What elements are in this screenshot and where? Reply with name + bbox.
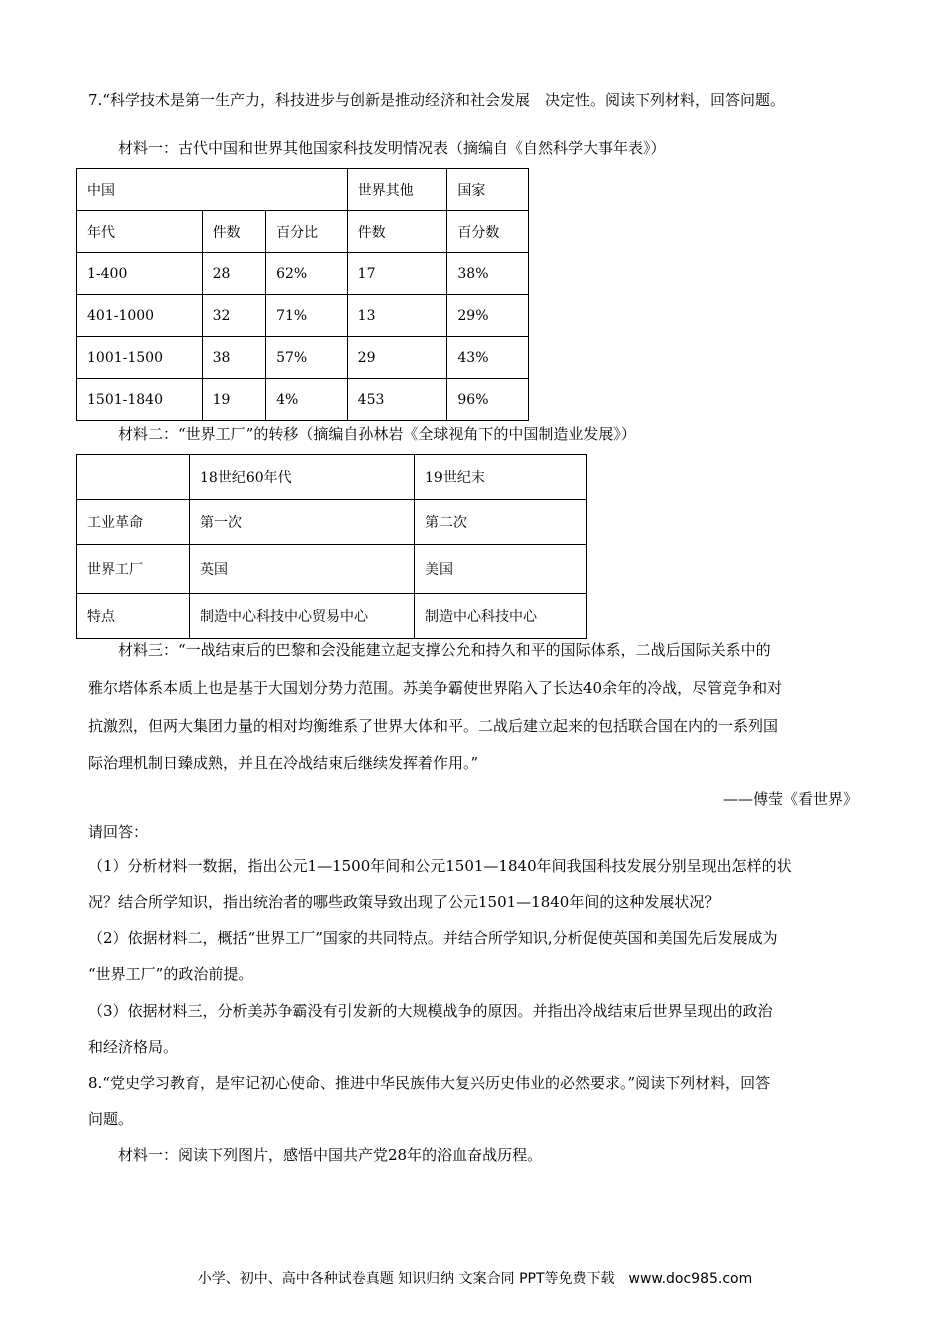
q7-material1-title: 材料一：古代中国和世界其他国家科技发明情况表（摘编自《自然科学大事年表》） — [118, 139, 666, 157]
table-header-cell: 18世纪60年代 — [190, 455, 415, 500]
table-cell: 19 — [202, 379, 265, 421]
table-cell: 38 — [202, 337, 265, 379]
table-cell: 第一次 — [190, 500, 415, 545]
table-cell: 美国 — [415, 545, 587, 594]
q7-question-line: “世界工厂”的政治前提。 — [88, 965, 254, 983]
table-cell: 13 — [347, 295, 447, 337]
table-cell: 英国 — [190, 545, 415, 594]
table-cell: 62% — [266, 253, 348, 295]
table-cell: 29% — [447, 295, 529, 337]
table-header-cell: 世界其他 — [347, 169, 447, 211]
table-cell: 第二次 — [415, 500, 587, 545]
table-header-cell: 百分比 — [266, 211, 348, 253]
q7-stem: 7.“科学技术是第一生产力，科技进步与创新是推动经济和社会发展 决定性。阅读下列材料，回答问题。 — [88, 91, 785, 109]
q8-stem-line: 问题。 — [88, 1110, 134, 1128]
table-cell: 43% — [447, 337, 529, 379]
q7-question-line: （1）分析材料一数据，指出公元1—1500年间和公元1501—1840年间我国科技发展分别呈现出怎样的状 — [88, 857, 792, 875]
table-cell: 制造中心科技中心 — [415, 594, 587, 639]
q7-question-line: （3）依据材料三，分析美苏争霸没有引发新的大规模战争的原因。并指出冷战结束后世界呈现出的政治 — [88, 1002, 773, 1020]
table-cell: 17 — [347, 253, 447, 295]
table-cell: 71% — [266, 295, 348, 337]
table-cell: 38% — [447, 253, 529, 295]
table-header-cell: 19世纪末 — [415, 455, 587, 500]
page-footer: 小学、初中、高中各种试卷真题 知识归纳 文案合同 PPT等免费下载 www.doc985.com — [197, 1271, 753, 1287]
q7-material3-line: 雅尔塔体系本质上也是基于大国划分势力范围。苏美争霸使世界陷入了长达40余年的冷战，尽管竞争和对 — [88, 679, 783, 697]
q7-ask-label: 请回答： — [88, 823, 149, 841]
q7-question-line: 况？结合所学知识，指出统治者的哪些政策导致出现了公元1501—1840年间的这种发展状况？ — [88, 893, 720, 911]
q8-stem-line: 8.“党史学习教育，是牢记初心使命、推进中华民族伟大复兴历史伟业的必然要求。”阅读下列材料，回答 — [88, 1074, 771, 1092]
table-header-cell — [77, 455, 190, 500]
table-header-cell: 国家 — [447, 169, 529, 211]
table-row — [77, 594, 587, 639]
table-row — [77, 379, 529, 421]
table-row — [77, 337, 529, 379]
q7-material3-line: 抗激烈，但两大集团力量的相对均衡维系了世界大体和平。二战后建立起来的包括联合国在内的一系列国 — [88, 717, 779, 735]
table-header-row — [77, 455, 587, 500]
table-cell: 29 — [347, 337, 447, 379]
tech-invention-table — [76, 168, 529, 421]
table-cell: 401-1000 — [77, 295, 203, 337]
table-cell: 57% — [266, 337, 348, 379]
table-cell: 28 — [202, 253, 265, 295]
world-factory-table — [76, 454, 587, 639]
table-row — [77, 295, 529, 337]
table-cell: 工业革命 — [77, 500, 190, 545]
q7-material3-source: ——傅莹《看世界》 — [722, 790, 858, 808]
q8-material1: 材料一：阅读下列图片，感悟中国共产党28年的浴血奋战历程。 — [118, 1146, 543, 1164]
table-cell: 4% — [266, 379, 348, 421]
table-cell: 96% — [447, 379, 529, 421]
q7-question-line: （2）依据材料二，概括“世界工厂”国家的共同特点。并结合所学知识,分析促使英国和美国先后发展成为 — [88, 929, 778, 947]
table-header-row — [77, 169, 529, 211]
table-header-cell: 件数 — [202, 211, 265, 253]
table-cell: 32 — [202, 295, 265, 337]
table-cell: 制造中心科技中心贸易中心 — [190, 594, 415, 639]
table-row — [77, 253, 529, 295]
table-header-cell: 件数 — [347, 211, 447, 253]
table-cell: 1501-1840 — [77, 379, 203, 421]
table-header-row — [77, 211, 529, 253]
table-cell: 1-400 — [77, 253, 203, 295]
table-header-cell: 中国 — [77, 169, 348, 211]
table-cell: 1001-1500 — [77, 337, 203, 379]
table-row — [77, 545, 587, 594]
table-header-cell: 年代 — [77, 211, 203, 253]
table-cell: 世界工厂 — [77, 545, 190, 594]
table-row — [77, 500, 587, 545]
table-header-cell: 百分数 — [447, 211, 529, 253]
table-cell: 特点 — [77, 594, 190, 639]
table-cell: 453 — [347, 379, 447, 421]
q7-material2-title: 材料二：“世界工厂”的转移（摘编自孙林岩《全球视角下的中国制造业发展》） — [118, 425, 636, 443]
q7-question-line: 和经济格局。 — [88, 1038, 179, 1056]
q7-material3-line: 材料三：“一战结束后的巴黎和会没能建立起支撑公允和持久和平的国际体系，二战后国际关系中的 — [118, 641, 771, 659]
q7-material3-line: 际治理机制日臻成熟，并且在冷战结束后继续发挥着作用。” — [88, 754, 479, 772]
